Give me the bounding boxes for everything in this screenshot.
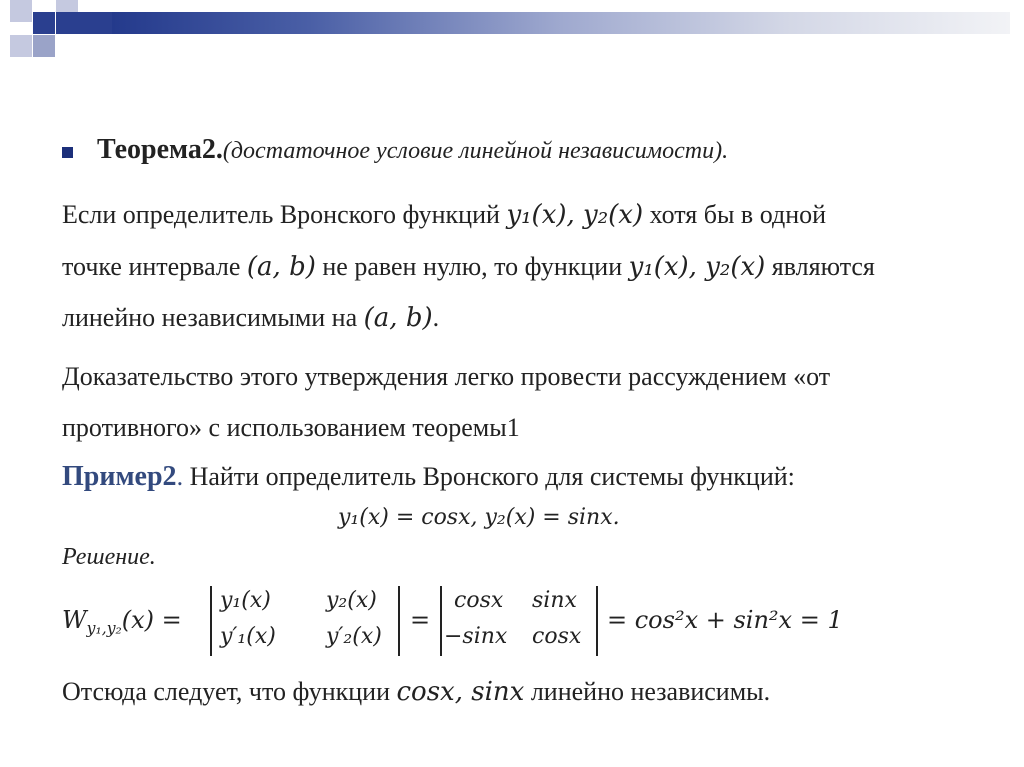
det1-cell-b: y₂(x): [326, 588, 377, 613]
theorem-heading: [97, 134, 728, 166]
theorem-note: (достаточное условие линейной независимости).: [222, 138, 729, 164]
formula-lhs: $W_{y_1,y_2}(x)$ =: [62, 606, 182, 638]
det2-cell-a: cosx: [454, 588, 504, 613]
header-band: [112, 12, 1010, 34]
math-cos-sin: cosx, sinx: [396, 677, 525, 707]
statement-line-3: линейно независимыми на (a, b).: [62, 303, 440, 333]
det2-cell-b: sinx: [532, 588, 577, 613]
deco-square: [33, 12, 55, 34]
math-interval: (a, b): [246, 252, 316, 282]
deco-square: [10, 0, 32, 22]
solution-label: Решение.: [62, 544, 156, 570]
math-interval: (a, b): [363, 303, 433, 333]
deco-square: [33, 35, 55, 57]
math-y1-y2: y₁(x), y₂(x): [506, 200, 644, 230]
theorem-title: Теорема2.: [97, 134, 223, 165]
det-bar-right: [398, 586, 400, 656]
det-bar-left: [210, 586, 212, 656]
formula-result: = cos²x + sin²x = 1: [607, 606, 843, 634]
det1-cell-d: y′₂(x): [326, 624, 382, 649]
statement-line-1: Если определитель Вронского функций y₁(x), y₂(x) хотя бы в одной: [62, 200, 827, 230]
deco-square: [10, 35, 32, 57]
deco-square: [56, 12, 112, 34]
proof-line-1: Доказательство этого утверждения легко провести рассуждением «от: [62, 362, 831, 391]
statement-line-2: точке интервале (a, b) не равен нулю, то функции y₁(x), y₂(x) являются: [62, 252, 875, 282]
example-functions: y₁(x) = cosx, y₂(x) = sinx.: [338, 505, 620, 530]
determinant-2: [440, 586, 598, 656]
determinant-1: [210, 586, 400, 656]
example-text: Найти определитель Вронского для системы функций:: [183, 462, 795, 491]
bullet-square-icon: [62, 147, 73, 158]
proof-line-2: противного» с использованием теоремы1: [62, 413, 520, 442]
det-bar-left: [440, 586, 442, 656]
conclusion-line: Отсюда следует, что функции cosx, sinx линейно независимы.: [62, 677, 771, 707]
math-y1-y2: y₁(x), y₂(x): [628, 252, 766, 282]
example-heading: Пример2. Найти определитель Вронского для системы функций:: [62, 461, 795, 492]
det2-cell-d: cosx: [532, 624, 582, 649]
det2-cell-c: −sinx: [444, 624, 508, 649]
det1-cell-c: y′₁(x): [220, 624, 276, 649]
formula-equals: =: [410, 606, 431, 634]
example-title: Пример2: [62, 461, 177, 492]
det1-cell-a: y₁(x): [220, 588, 271, 613]
det-bar-right: [596, 586, 598, 656]
